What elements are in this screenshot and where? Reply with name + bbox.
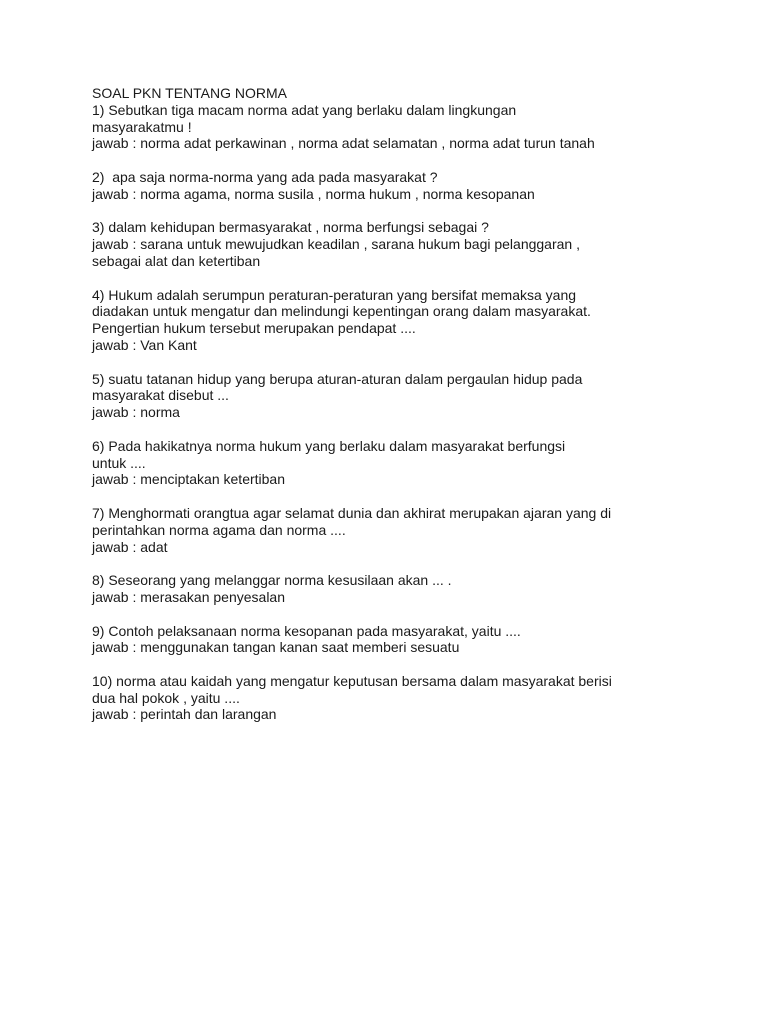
document-title: SOAL PKN TENTANG NORMA [92, 85, 287, 101]
question-block [92, 169, 692, 203]
answer-line: jawab : norma [92, 404, 180, 421]
question-line: 3) dalam kehidupan bermasyarakat , norma berfungsi sebagai ? [92, 219, 489, 236]
question-line: 7) Menghormati orangtua agar selamat dunia dan akhirat merupakan ajaran yang di [92, 504, 612, 521]
question-line: 10) norma atau kaidah yang mengatur keputusan bersama dalam masyarakat berisi [92, 672, 612, 689]
question-line: masyarakat disebut ... [92, 387, 229, 404]
question-line: masyarakatmu ! [92, 118, 192, 135]
answer-line: jawab : sarana untuk mewujudkan keadilan , sarana hukum bagi pelanggaran , [92, 236, 580, 253]
question-line: diadakan untuk mengatur dan melindungi kepentingan orang dalam masyarakat. [92, 303, 591, 320]
question-line: sebagai alat dan ketertiban [92, 252, 261, 269]
question-line: 8) Seseorang yang melanggar norma kesusilaan akan ... . [92, 572, 452, 589]
question-block [92, 623, 692, 657]
question-block [92, 287, 692, 354]
answer-line: jawab : perintah dan larangan [92, 706, 277, 723]
answer-line: jawab : Van Kant [92, 336, 197, 353]
question-block [92, 505, 692, 555]
question-line: 2) apa saja norma-norma yang ada pada masyarakat ? [92, 168, 438, 185]
question-line: 1) Sebutkan tiga macam norma adat yang berlaku dalam lingkungan [92, 101, 517, 118]
document-page [92, 85, 692, 723]
answer-line: jawab : menciptakan ketertiban [92, 471, 285, 488]
question-line: dua hal pokok , yaitu .... [92, 689, 240, 706]
question-block [92, 371, 692, 421]
question-line: 6) Pada hakikatnya norma hukum yang berlaku dalam masyarakat berfungsi [92, 437, 566, 454]
question-line: perintahkan norma agama dan norma .... [92, 521, 346, 538]
question-block [92, 102, 692, 152]
question-block [92, 673, 692, 723]
answer-line: jawab : norma agama, norma susila , norma hukum , norma kesopanan [92, 185, 535, 202]
answer-line: jawab : norma adat perkawinan , norma adat selamatan , norma adat turun tanah [92, 135, 595, 152]
question-line: untuk .... [92, 454, 146, 471]
question-block [92, 572, 692, 606]
question-list [92, 102, 692, 723]
question-line: Pengertian hukum tersebut merupakan pendapat .... [92, 320, 416, 337]
answer-line: jawab : adat [92, 538, 168, 555]
question-line: 5) suatu tatanan hidup yang berupa aturan-aturan dalam pergaulan hidup pada [92, 370, 583, 387]
question-line: 4) Hukum adalah serumpun peraturan-peraturan yang bersifat memaksa yang [92, 286, 577, 303]
question-line: 9) Contoh pelaksanaan norma kesopanan pada masyarakat, yaitu .... [92, 622, 521, 639]
answer-line: jawab : menggunakan tangan kanan saat memberi sesuatu [92, 639, 460, 656]
question-block [92, 438, 692, 488]
answer-line: jawab : merasakan penyesalan [92, 588, 286, 605]
question-block [92, 219, 692, 269]
